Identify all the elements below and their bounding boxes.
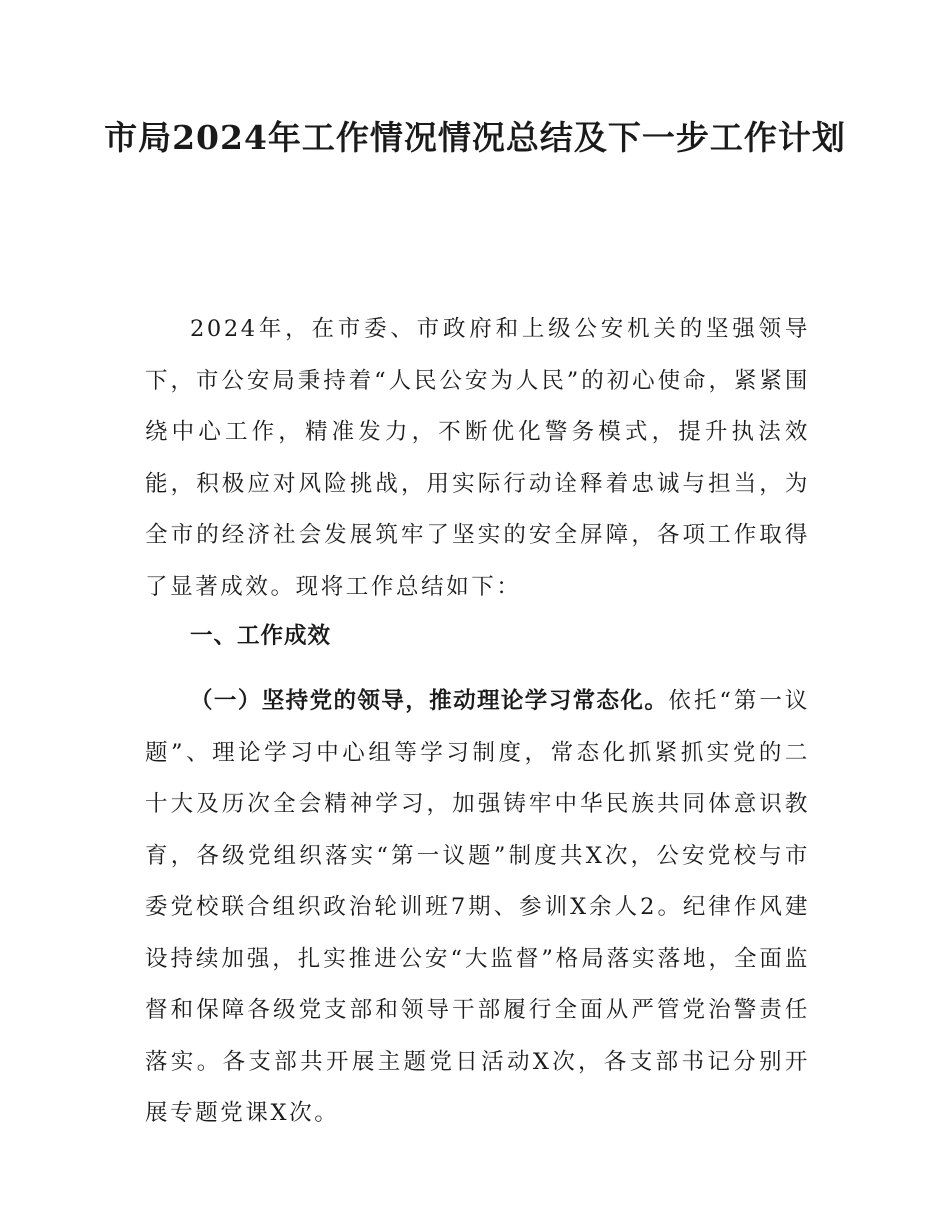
intro-paragraph: 2024年，在市委、市政府和上级公安机关的坚强领导下，市公安局秉持着“人民公安为人民”的初心使命，紧紧围绕中心工作，精准发力，不断优化警务模式，提升执法效能，积极应对风险挑战，用实际行动诠释着忠诚与担当，为全市的经济社会发展筑牢了坚实的安全屏障，各项工作取得了显著成效。现将工作总结如下： — [145, 316, 810, 600]
section-heading: 一、工作成效 — [190, 623, 332, 649]
subsection-lead: （一）坚持党的领导，推动理论学习常态化。 — [190, 688, 669, 714]
subsection-body: 依托“第一议题”、理论学习中心组等学习制度，常态化抓紧抓实党的二十大及历次全会精神学习，加强铸牢中华民族共同体意识教育，各级党组织落实“第一议题”制度共X次，公安党校与市委党校联合组织政治轮训班7期、参训X余人2。纪律作风建设持续加强，扎实推进公安“大监督”格局落实落地，全面监督和保障各级党支部和领导干部履行全面从严管党治警责任落实。各支部共开展主题党日活动X次，各支部书记分别开展专题党课X次。 — [145, 688, 810, 1126]
subsection-paragraph — [145, 676, 810, 1140]
document-title: 市局2024年工作情况情况总结及下一步工作计划 — [104, 118, 846, 157]
